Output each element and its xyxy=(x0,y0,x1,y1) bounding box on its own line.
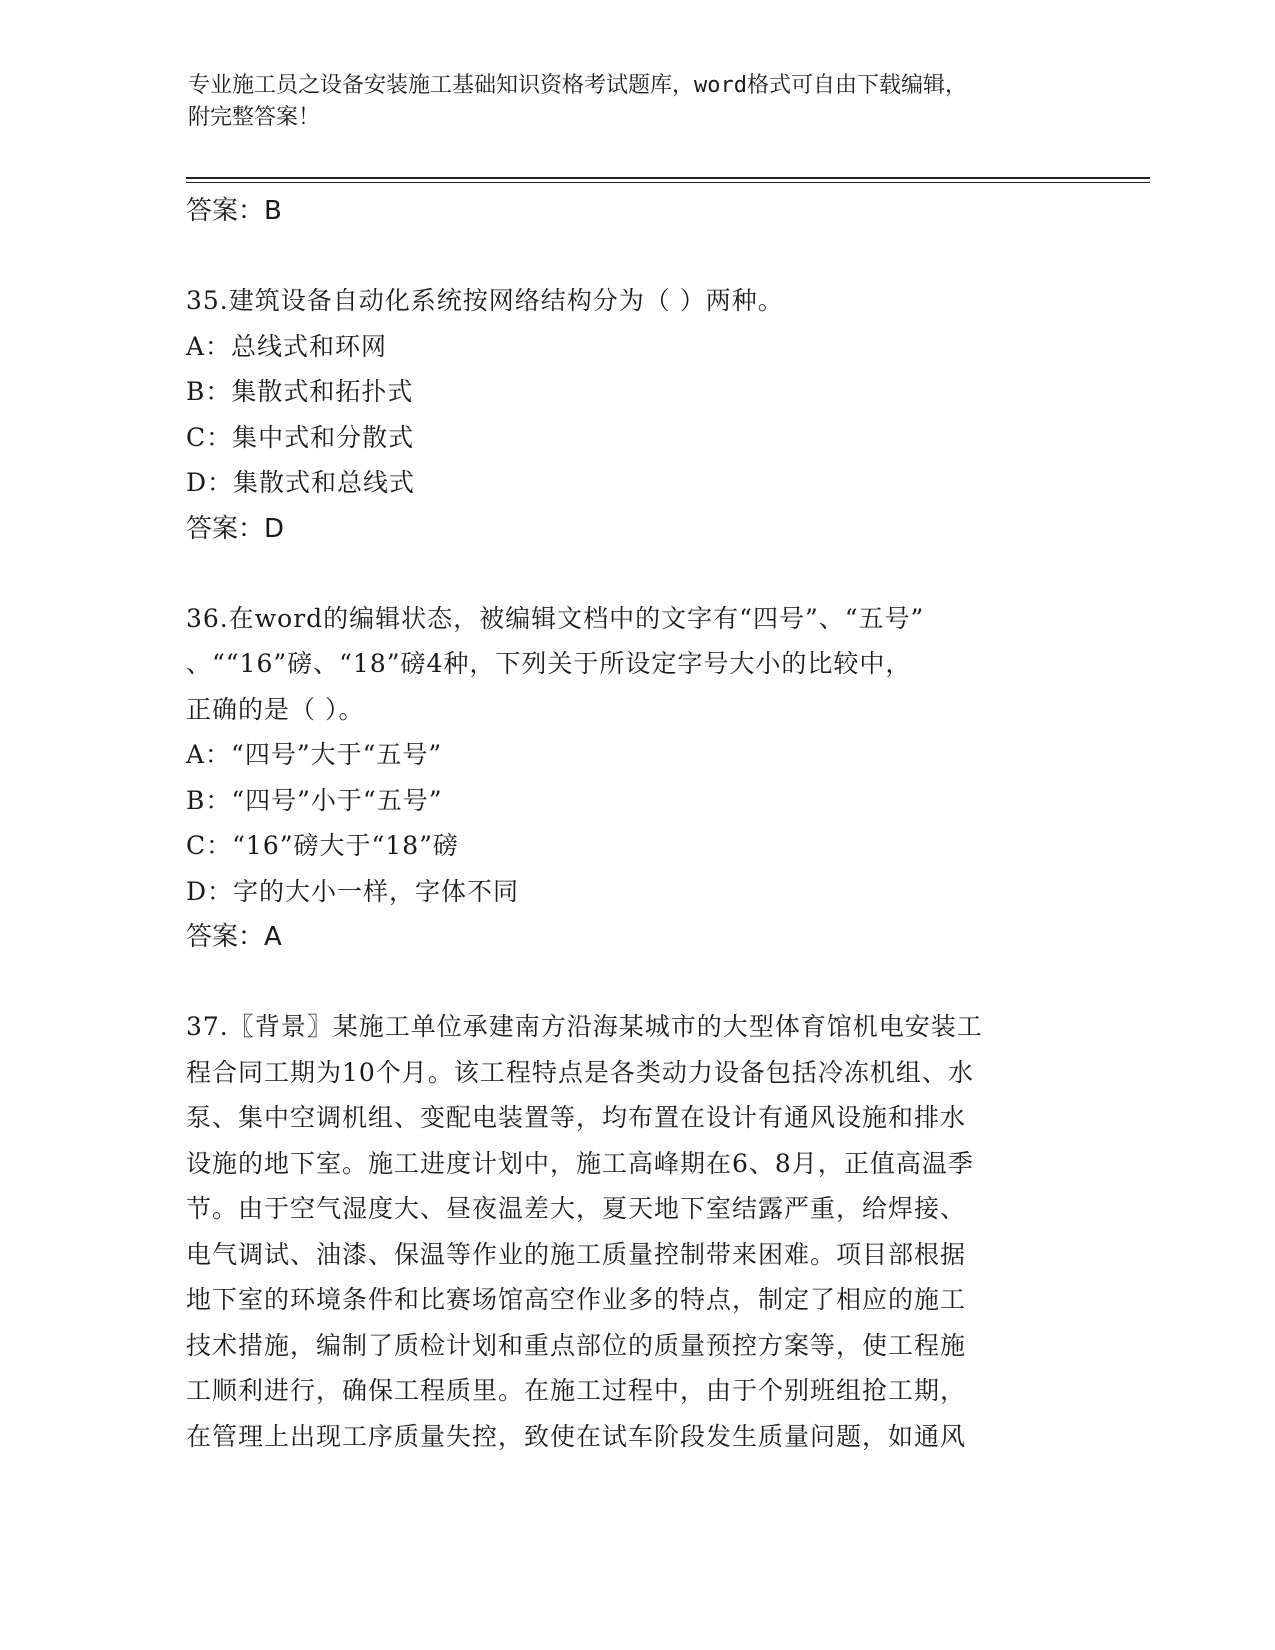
question-36-stem-line-1: 36.在word的编辑状态，被编辑文档中的文字有“四号”、“五号” xyxy=(186,603,925,633)
question-35-option-b: B：集散式和拓扑式 xyxy=(186,377,414,406)
header-line-2: 附完整答案！ xyxy=(188,105,321,130)
spacer xyxy=(186,960,1086,1004)
header-rule-thin xyxy=(186,182,1150,183)
question-35-stem: 35.建筑设备自动化系统按网络结构分为（ ）两种。 xyxy=(186,286,784,315)
page-header xyxy=(188,70,1068,134)
document-body xyxy=(186,188,1086,1459)
question-36-option-c: C：“16”磅大于“18”磅 xyxy=(186,831,459,860)
answer-34: 答案：B xyxy=(186,196,282,226)
question-36-stem-line-3: 正确的是（ ）。 xyxy=(186,694,365,724)
question-36-option-d: D：字的大小一样，字体不同 xyxy=(186,876,520,906)
question-37-line-1: 37.〖背景〗某施工单位承建南方沿海某城市的大型体育馆机电安装工 xyxy=(186,1012,983,1041)
question-37-line-4: 设施的地下室。施工进度计划中，施工高峰期在6、8月，正值高温季 xyxy=(186,1148,974,1178)
question-37 xyxy=(186,1004,1086,1459)
question-36 xyxy=(186,596,1086,961)
question-37-line-2: 程合同工期为10个月。该工程特点是各类动力设备包括冷冻机组、水 xyxy=(186,1057,974,1087)
spacer xyxy=(186,234,1086,278)
question-35 xyxy=(186,278,1086,552)
question-35-option-c: C：集中式和分散式 xyxy=(186,422,415,452)
answer-35: 答案：D xyxy=(186,513,285,544)
header-line-1: 专业施工员之设备安装施工基础知识资格考试题库，word格式可自由下载编辑， xyxy=(188,73,967,98)
question-35-option-a: A：总线式和环网 xyxy=(186,331,388,361)
question-36-option-a: A：“四号”大于“五号” xyxy=(186,740,443,769)
answer-36: 答案：A xyxy=(186,922,282,952)
question-37-line-9: 工顺利进行，确保工程质里。在施工过程中，由于个别班组抢工期， xyxy=(186,1376,967,1405)
question-35-option-d: D：集散式和总线式 xyxy=(186,468,416,497)
spacer xyxy=(186,552,1086,596)
question-37-line-7: 地下室的环境条件和比赛场馆高空作业多的特点，制定了相应的施工 xyxy=(186,1285,967,1314)
question-37-line-3: 泵、集中空调机组、变配电装置等，均布置在设计有通风设施和排水 xyxy=(186,1103,967,1132)
header-rule-thick xyxy=(186,177,1150,179)
question-36-stem-line-2: 、““16”磅、“18”磅4种，下列关于所设定字号大小的比较中， xyxy=(186,649,912,678)
question-36-option-b: B：“四号”小于“五号” xyxy=(186,785,443,815)
question-37-line-8: 技术措施，编制了质检计划和重点部位的质量预控方案等，使工程施 xyxy=(186,1330,967,1360)
question-37-line-6: 电气调试、油漆、保温等作业的施工质量控制带来困难。项目部根据 xyxy=(186,1239,967,1269)
question-37-line-5: 节。由于空气湿度大、昼夜温差大，夏天地下室结露严重，给焊接、 xyxy=(186,1194,967,1223)
question-37-line-10: 在管理上出现工序质量失控，致使在试车阶段发生质量问题，如通风 xyxy=(186,1421,967,1451)
